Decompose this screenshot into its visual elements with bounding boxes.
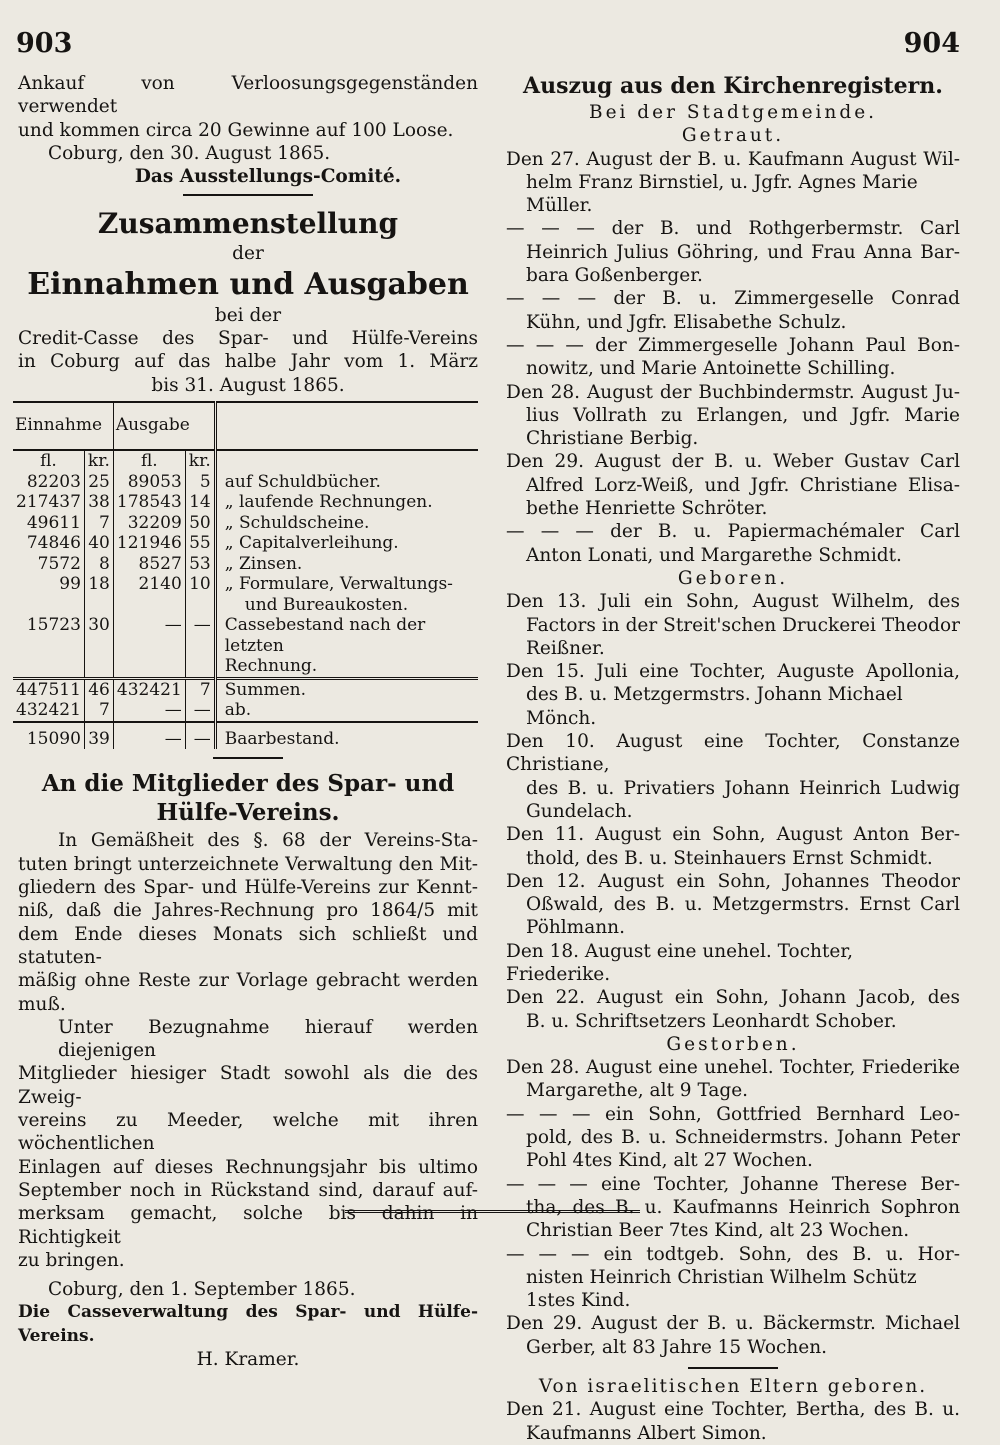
ledger-cell-ikr: 25: [84, 472, 113, 493]
ledger-cell-ekr: 50: [185, 513, 215, 534]
ledger-cell-text: und Bureaukosten.: [244, 594, 409, 615]
right-column: [506, 72, 960, 1445]
marriage-entry-line: bethe Henriette Schröter.: [526, 498, 768, 520]
marriage-entry-line: — — — der B. u. Zimmergeselle Conrad: [506, 288, 960, 310]
notice-date: Coburg, den 1. September 1865.: [48, 1279, 356, 1301]
text-line: In Gemäßheit des §. 68 der Vereins-Sta-: [58, 830, 478, 852]
divider: [688, 1367, 778, 1369]
notice-title: An die Mitglieder des Spar- und: [41, 770, 455, 798]
ledger-cell-ikr: 30: [84, 615, 113, 656]
birth-entry-line: Gundelach.: [526, 800, 633, 822]
text-line: tuten bringt unterzeichnete Verwaltung den Mit-: [18, 853, 478, 875]
ledger-cell-text: „ Capitalverleihung.: [224, 533, 399, 554]
ledger-table: [13, 401, 478, 750]
intro-line: Ankauf von Verloosungsgegenständen verwendet: [18, 73, 478, 118]
ledger-cell-ikr: 18: [84, 574, 113, 595]
ledger-cell-ifl: 15723: [13, 615, 84, 656]
death-entry-line: Margarethe, alt 9 Tage.: [526, 1080, 749, 1102]
birth-entry-line: Den 18. August eine unehel. Tochter, Friederike.: [506, 940, 854, 985]
notice-paragraph: [18, 1016, 478, 1249]
notice-line: zu bringen.: [18, 1249, 125, 1271]
ledger-cell-ekr: 53: [185, 554, 215, 575]
ledger-cell-ikr: 8: [84, 554, 113, 575]
bottom-rule: [345, 1210, 640, 1213]
birth-entry-line: Den 11. August ein Sohn, August Anton Ber-: [506, 824, 960, 846]
statement-title: Zusammenstellung: [97, 207, 399, 241]
text-line: niß, daß die Jahres-Rechnung pro 1864/5 mit: [18, 900, 478, 922]
text-line: Unter Bezugnahme hierauf werden diejenigen: [58, 1016, 478, 1062]
statement-subtitle: Credit-Casse des Spar- und Hülfe-Vereins: [18, 328, 478, 350]
text-line: merksam gemacht, solche bis dahin in Richtigkeit: [18, 1203, 478, 1248]
death-entry: [506, 1103, 960, 1173]
death-entry-line: Den 29. August der B. u. Bäckermstr. Michael: [506, 1313, 960, 1335]
birth-entry: [506, 823, 960, 870]
ledger-cell-ifl: [13, 656, 84, 678]
page-number-right: 904: [903, 28, 960, 59]
page-number-left: 903: [16, 28, 73, 59]
marriage-entry-line: — — — der B. und Rothgerbermstr. Carl: [506, 218, 960, 240]
left-column: [15, 72, 478, 1371]
ledger-cell-efl: 32209: [113, 513, 185, 534]
notice-name: H. Kramer.: [196, 1349, 300, 1370]
intro-date: Coburg, den 30. August 1865.: [48, 142, 331, 164]
ledger-cell-efl: 178543: [113, 492, 185, 513]
divider: [183, 194, 313, 196]
cash-income-kr: 39: [84, 722, 113, 750]
marriage-entry-line: nowitz, und Marie Antoinette Schilling.: [526, 358, 896, 380]
marriage-entry-line: — — — der B. u. Papiermachémaler Carl: [506, 521, 960, 543]
birth-entry-line: Factors in der Streit'schen Druckerei Theodor: [526, 614, 960, 636]
section-died: Gestorben.: [666, 1033, 800, 1055]
sum-expense-kr: 7: [185, 678, 215, 700]
intro-line: und kommen circa 20 Gewinne auf 100 Loose.: [18, 119, 454, 141]
death-entry-line: pold, des B. u. Schneidermstrs. Johann Peter: [526, 1127, 960, 1149]
marriage-entry: [506, 334, 960, 381]
marriage-entry-line: Kühn, und Jgfr. Elisabethe Schulz.: [526, 311, 847, 333]
text-line: vereins zu Meeder, welche mit ihren wöchentlichen: [18, 1110, 478, 1155]
text-line: Mitglieder hiesiger Stadt sowohl als die des Zweig-: [18, 1063, 478, 1108]
ledger-cell-ifl: 217437: [13, 492, 84, 513]
marriage-entry-line: Anton Lonati, und Margarethe Schmidt.: [526, 544, 902, 566]
death-entry-line: Christian Beer 7tes Kind, alt 23 Wochen.: [526, 1220, 910, 1242]
marriage-entry-line: Heinrich Julius Göhring, und Frau Anna Bar-: [526, 241, 960, 263]
ledger-cell-ifl: 99: [13, 574, 84, 595]
birth-entry: [506, 940, 960, 987]
unit-fl: fl.: [13, 450, 84, 472]
birth-entry: [506, 590, 960, 660]
ledger-cell-efl: [113, 595, 185, 616]
text-line: September noch in Rückstand sind, darauf auf-: [18, 1179, 478, 1201]
ledger-cell-efl: [113, 656, 185, 678]
ledger-cell-ekr: 5: [185, 472, 215, 493]
ledger-cell-text: „ Zinsen.: [224, 553, 303, 574]
ledger-cell-text: „ laufende Rechnungen.: [224, 492, 433, 513]
marriage-entry: [506, 148, 960, 218]
sum-label: Summen.: [224, 679, 306, 700]
death-entry-line: nisten Heinrich Christian Wilhelm Schütz 1stes Kind.: [526, 1266, 917, 1312]
israel-title: Von israelitischen Eltern geboren.: [538, 1376, 928, 1398]
death-entry-line: Pohl 4tes Kind, alt 27 Wochen.: [526, 1150, 813, 1172]
ledger-cell-efl: 8527: [113, 554, 185, 575]
ledger-cell-ekr: [185, 656, 215, 678]
birth-entry-line: Den 22. August ein Sohn, Johann Jacob, des: [506, 987, 960, 1009]
marriage-entry: [506, 287, 960, 334]
ledger-cell-ikr: [84, 656, 113, 678]
sum-income-fl: 447511: [13, 678, 84, 700]
birth-entry-line: thold, des B. u. Steinhauers Ernst Schmidt.: [526, 847, 933, 869]
notice-signature: Die Casseverwaltung des Spar- und Hülfe-Vereins.: [18, 1302, 478, 1346]
death-entry: [506, 1056, 960, 1103]
expense-header: Ausgabe: [113, 402, 215, 451]
ledger-cell-ifl: 7572: [13, 554, 84, 575]
ledger-cell-efl: 89053: [113, 472, 185, 493]
death-entry: [506, 1312, 960, 1359]
sum-income-kr: 46: [84, 678, 113, 700]
ledger-cell-text: „ Formulare, Verwaltungs-: [224, 574, 453, 595]
ledger-cell-ikr: 7: [84, 513, 113, 534]
marriage-entry-line: Den 29. August der B. u. Weber Gustav Carl: [506, 451, 960, 473]
birth-entry: [506, 730, 960, 823]
sub-expense-kr: —: [185, 700, 215, 722]
unit-kr: kr.: [84, 450, 113, 472]
ledger-cell-text: Cassebestand nach der letzten: [224, 615, 426, 656]
divider: [213, 757, 283, 759]
marriage-entry-line: helm Franz Birnstiel, u. Jgfr. Agnes Marie Müller.: [526, 171, 918, 217]
marriage-entry-line: bara Goßenberger.: [526, 265, 703, 287]
birth-entry: [506, 986, 960, 1033]
israel-entry-line: Den 21. August eine Tochter, Bertha, des B. u.: [506, 1399, 960, 1421]
ledger-cell-ifl: [13, 595, 84, 616]
cash-label: Baarbestand.: [224, 728, 340, 749]
cash-expense-kr: —: [185, 722, 215, 750]
death-entry-line: — — — eine Tochter, Johanne Therese Ber-: [506, 1173, 960, 1195]
ledger-cell-ekr: [185, 595, 215, 616]
birth-entry: [506, 870, 960, 940]
statement-subtitle: in Coburg auf das halbe Jahr vom 1. März: [18, 351, 478, 373]
text-line: mäßig ohne Reste zur Vorlage gebracht werden muß.: [18, 970, 478, 1015]
marriage-entry-line: Christiane Berbig.: [526, 428, 699, 450]
birth-entry-line: Pöhlmann.: [526, 917, 625, 939]
unit-kr: kr.: [185, 450, 215, 472]
ledger-cell-text: Rechnung.: [224, 656, 318, 677]
birth-entry-line: Den 15. Juli eine Tochter, Auguste Apollonia,: [506, 661, 960, 683]
ledger-cell-ekr: 10: [185, 574, 215, 595]
marriage-entry: [506, 450, 960, 520]
birth-entry-line: Den 10. August eine Tochter, Constanze Christiane,: [506, 731, 960, 776]
death-entry-line: Den 28. August eine unehel. Tochter, Friederike: [506, 1057, 960, 1079]
cash-expense-fl: —: [113, 722, 185, 750]
text-line: gliedern des Spar- und Hülfe-Vereins zur Kennt-: [18, 877, 478, 899]
statement-subtitle: bis 31. August 1865.: [151, 374, 345, 396]
birth-entry-line: des B. u. Metzgermstrs. Johann Michael Mönch.: [526, 684, 903, 729]
marriage-entry: [506, 520, 960, 567]
sum-expense-fl: 432421: [113, 678, 185, 700]
ledger-cell-efl: —: [113, 615, 185, 656]
death-entry-line: Gerber, alt 83 Jahre 15 Wochen.: [526, 1336, 827, 1358]
death-entry-line: — — — ein todtgeb. Sohn, des B. u. Hor-: [506, 1243, 960, 1265]
ledger-cell-ifl: 82203: [13, 472, 84, 493]
sub-expense-fl: —: [113, 700, 185, 722]
unit-fl: fl.: [113, 450, 185, 472]
section-born: Geboren.: [677, 567, 789, 589]
birth-entry-line: Oßwald, des B. u. Metzgermstrs. Ernst Carl: [526, 894, 960, 916]
marriage-entry-line: Den 27. August der B. u. Kaufmann August Wil-: [506, 148, 960, 170]
ledger-cell-ekr: 14: [185, 492, 215, 513]
birth-entry-line: Den 12. August ein Sohn, Johannes Theodor: [506, 870, 960, 892]
sub-income-fl: 432421: [13, 700, 84, 722]
registry-title: Auszug aus den Kirchenregistern.: [523, 73, 943, 99]
cash-income-fl: 15090: [13, 722, 84, 750]
text-line: dem Ende dieses Monats sich schließt und statuten-: [18, 923, 478, 968]
death-entry: [506, 1173, 960, 1243]
birth-entry: [506, 660, 960, 730]
ledger-cell-ifl: 49611: [13, 513, 84, 534]
notice-title: Hülfe-Vereins.: [156, 799, 340, 827]
ledger-cell-ikr: [84, 595, 113, 616]
birth-entry-line: des B. u. Privatiers Johann Heinrich Ludwig: [526, 777, 960, 799]
statement-title-der: der: [232, 243, 264, 265]
ledger-cell-ikr: 40: [84, 533, 113, 554]
marriage-entry: [506, 217, 960, 287]
intro-signature: Das Ausstellungs-Comité.: [134, 166, 402, 188]
ledger-cell-ekr: —: [185, 615, 215, 656]
marriage-entry-line: lius Vollrath zu Erlangen, und Jgfr. Marie: [526, 404, 960, 426]
income-header: Einnahme: [13, 402, 113, 451]
statement-bei-der: bei der: [214, 304, 282, 326]
birth-entry-line: B. u. Schriftsetzers Leonhardt Schober.: [526, 1010, 897, 1032]
death-entry-line: — — — ein Sohn, Gottfried Bernhard Leo-: [506, 1103, 960, 1125]
marriage-entry-line: Den 28. August der Buchbindermstr. August Ju-: [506, 381, 960, 403]
ledger-cell-ekr: 55: [185, 533, 215, 554]
text-line: Einlagen auf dieses Rechnungsjahr bis ultimo: [18, 1156, 478, 1178]
statement-heading: Einnahmen und Ausgaben: [27, 266, 469, 302]
death-entry-line: tha, des B. u. Kaufmanns Heinrich Sophron: [526, 1196, 960, 1218]
marriage-entry-line: — — — der Zimmergeselle Johann Paul Bon-: [506, 334, 960, 356]
marriage-entry-line: Alfred Lorz-Weiß, und Jgfr. Christiane Elisa-: [526, 474, 960, 496]
israel-entry: [506, 1398, 960, 1445]
ledger-cell-efl: 2140: [113, 574, 185, 595]
ledger-cell-ifl: 74846: [13, 533, 84, 554]
notice-paragraph: [18, 829, 478, 1015]
birth-entry-line: Reißner.: [526, 637, 605, 659]
ledger-cell-ikr: 38: [84, 492, 113, 513]
israel-entry-line: Kaufmanns Albert Simon.: [526, 1422, 767, 1444]
ledger-cell-text: „ Schuldscheine.: [224, 512, 370, 533]
marriage-entry: [506, 381, 960, 451]
registry-subtitle: Bei der Stadtgemeinde.: [588, 102, 878, 123]
section-married: Getraut.: [681, 125, 785, 147]
sub-label: ab.: [224, 700, 252, 721]
ledger-cell-text: auf Schuldbücher.: [224, 471, 381, 492]
sub-income-kr: 7: [84, 700, 113, 722]
birth-entry-line: Den 13. Juli ein Sohn, August Wilhelm, des: [506, 591, 960, 613]
ledger-cell-efl: 121946: [113, 533, 185, 554]
death-entry: [506, 1243, 960, 1313]
